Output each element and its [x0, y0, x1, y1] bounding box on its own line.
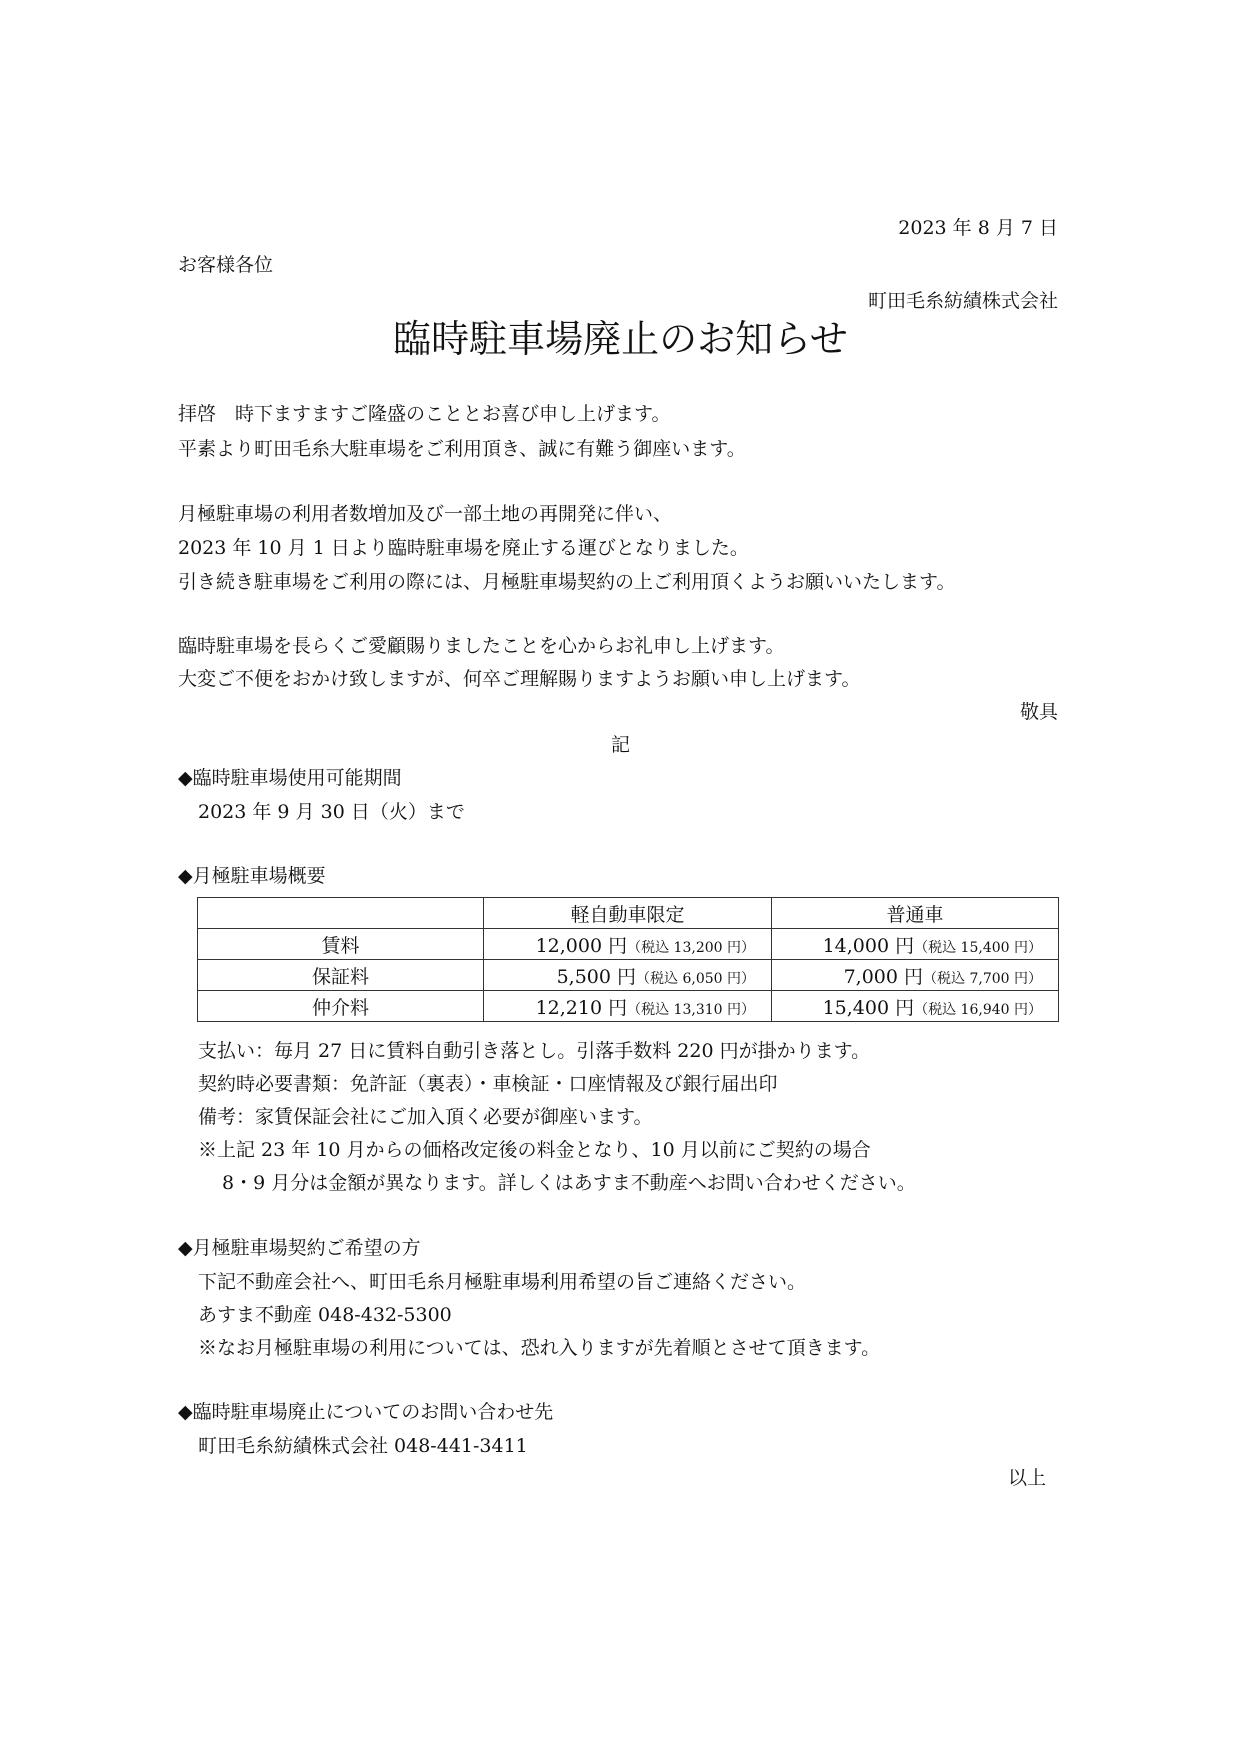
overview-note: 8・9 月分は金額が異なります。詳しくはあすま不動産へお問い合わせください。: [222, 1172, 916, 1194]
tax-included-price: （税込 6,050 円）: [636, 970, 755, 987]
contract-heading: ◆月極駐車場契約ご希望の方: [178, 1237, 421, 1259]
tax-included-price: （税込 13,200 円）: [627, 939, 755, 956]
contract-line: ※なお月極駐車場の利用については、恐れ入りますが先着順とさせて頂きます。: [198, 1337, 881, 1359]
document-date: 2023 年 8 月 7 日: [898, 217, 1058, 239]
price-value: 14,000 円: [822, 934, 915, 957]
normal-price-cell: [772, 960, 1059, 991]
overview-heading: ◆月極駐車場概要: [178, 865, 326, 887]
period-text: 2023 年 9 月 30 日（火）まで: [198, 801, 465, 823]
body-line: 大変ご不便をおかけ致しますが、何卒ご理解賜りますようお願い申し上げます。: [178, 668, 861, 690]
tax-included-price: （税込 16,940 円）: [914, 1001, 1042, 1018]
table-header-row: [198, 898, 1059, 929]
tax-included-price: （税込 7,700 円）: [923, 970, 1042, 987]
body-line: 引き続き駐車場をご利用の際には、月極駐車場契約の上ご利用頂くようお願いいたします。: [178, 571, 956, 593]
page-title: 臨時駐車場廃止のお知らせ: [393, 317, 848, 361]
overview-note: 支払い：毎月 27 日に賃料自動引き落とし。引落手数料 220 円が掛かります。: [198, 1040, 871, 1062]
normal-price-cell: [772, 929, 1059, 960]
body-line: 臨時駐車場を長らくご愛顧賜りましたことを心からお礼申し上げます。: [178, 635, 785, 657]
row-label: 保証料: [198, 960, 484, 991]
normal-price-cell: [772, 991, 1059, 1022]
sender-company: 町田毛糸紡績株式会社: [867, 290, 1058, 312]
table-header-cell: [198, 898, 484, 929]
inquiry-line: 町田毛糸紡績株式会社 048-441-3411: [198, 1435, 528, 1457]
row-label: 賃料: [198, 929, 484, 960]
inquiry-heading: ◆臨時駐車場廃止についてのお問い合わせ先: [178, 1401, 554, 1423]
end-mark: 以上: [1007, 1467, 1046, 1489]
price-value: 15,400 円: [822, 996, 915, 1019]
table-row: [198, 929, 1059, 960]
overview-note: 契約時必要書類：免許証（裏表）・車検証・口座情報及び銀行届出印: [198, 1073, 778, 1095]
price-value: 12,000 円: [535, 934, 628, 957]
row-label: 仲介料: [198, 991, 484, 1022]
kei-price-cell: [484, 960, 772, 991]
body-line: 2023 年 10 月 1 日より臨時駐車場を廃止する運びとなりました。: [178, 537, 749, 559]
period-heading: ◆臨時駐車場使用可能期間: [178, 767, 402, 789]
body-line: 月極駐車場の利用者数増加及び一部土地の再開発に伴い、: [178, 503, 673, 525]
contract-line: あすま不動産 048-432-5300: [198, 1304, 452, 1326]
overview-note: ※上記 23 年 10 月からの価格改定後の料金となり、10 月以前にご契約の場合: [198, 1139, 871, 1161]
price-value: 12,210 円: [535, 996, 628, 1019]
addressee: お客様各位: [178, 254, 274, 276]
fee-table: [197, 897, 1059, 1022]
table-header-cell: 普通車: [772, 898, 1059, 929]
body-line: 平素より町田毛糸大駐車場をご利用頂き、誠に有難う御座います。: [178, 438, 746, 460]
ki-label: 記: [610, 734, 630, 756]
price-value: 5,500 円: [556, 965, 637, 988]
kei-price-cell: [484, 929, 772, 960]
body-line: 拝啓 時下ますますご隆盛のこととお喜び申し上げます。: [178, 403, 671, 425]
tax-included-price: （税込 15,400 円）: [914, 939, 1042, 956]
overview-note: 備考：家賃保証会社にご加入頂く必要が御座います。: [198, 1106, 653, 1128]
kei-price-cell: [484, 991, 772, 1022]
price-value: 7,000 円: [843, 965, 924, 988]
contract-line: 下記不動産会社へ、町田毛糸月極駐車場利用希望の旨ご連絡ください。: [198, 1271, 807, 1293]
table-row: [198, 960, 1059, 991]
closing-word: 敬具: [1019, 701, 1058, 723]
table-row: [198, 991, 1059, 1022]
table-header-cell: 軽自動車限定: [484, 898, 772, 929]
tax-included-price: （税込 13,310 円）: [627, 1001, 755, 1018]
